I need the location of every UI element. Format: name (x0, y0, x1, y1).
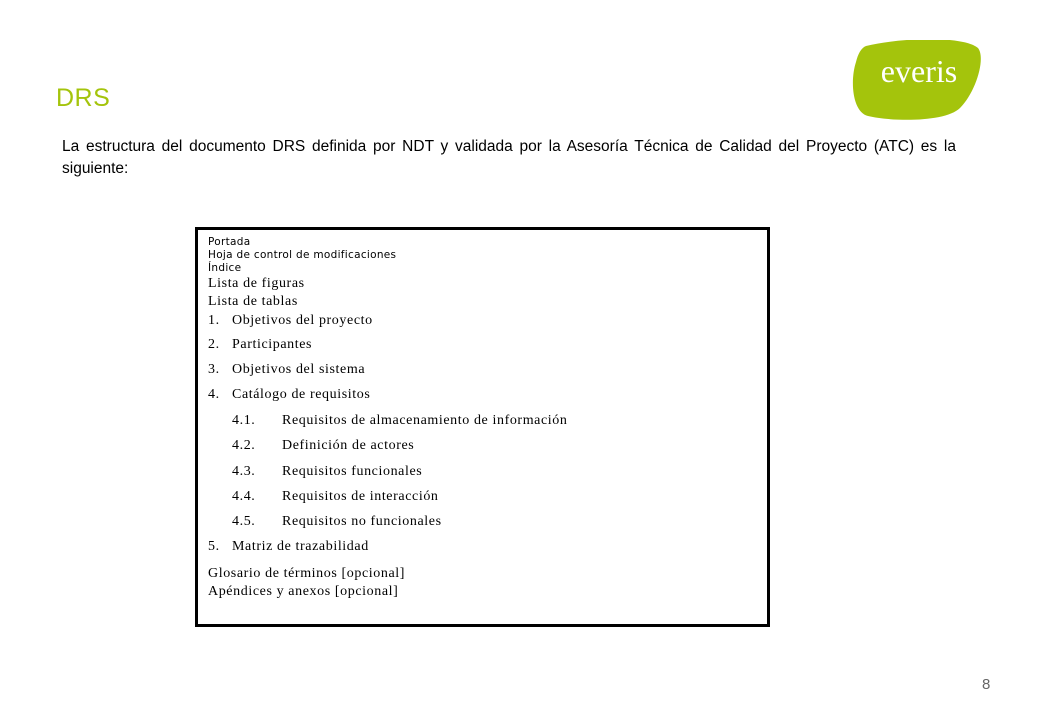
toc-section-label: Participantes (232, 337, 313, 352)
toc-subsection-number: 4.4. (232, 489, 256, 504)
toc-subsection-label: Definición de actores (282, 438, 415, 453)
toc-subsection-label: Requisitos de almacenamiento de información (282, 413, 568, 428)
toc-subsection-number: 4.1. (232, 413, 256, 428)
toc-section-2 (208, 337, 312, 353)
document-structure-box (195, 227, 770, 627)
toc-section-1 (208, 313, 373, 329)
page-number: 8 (982, 676, 991, 693)
toc-subsection-4-2 (232, 438, 414, 454)
toc-subsection-4-5 (232, 514, 442, 530)
toc-section-label: Objetivos del sistema (232, 362, 366, 377)
toc-section-3 (208, 362, 365, 378)
toc-change-control: Hoja de control de modificaciones (208, 249, 397, 261)
toc-cover: Portada (208, 236, 251, 248)
toc-section-number: 1. (208, 313, 220, 328)
toc-index: Índice (208, 262, 242, 274)
toc-appendices: Apéndices y anexos [opcional] (208, 584, 399, 599)
toc-section-label: Matriz de trazabilidad (232, 539, 369, 554)
toc-subsection-4-4 (232, 489, 439, 505)
toc-subsection-number: 4.2. (232, 438, 256, 453)
toc-section-number: 5. (208, 539, 220, 554)
toc-subsection-4-1 (232, 413, 568, 429)
toc-section-label: Objetivos del proyecto (232, 313, 373, 328)
toc-list-figures: Lista de figuras (208, 276, 305, 291)
toc-section-label: Catálogo de requisitos (232, 387, 371, 402)
toc-glossary: Glosario de términos [opcional] (208, 566, 406, 581)
toc-subsection-number: 4.3. (232, 464, 256, 479)
slide-title: DRS (56, 84, 111, 112)
toc-subsection-label: Requisitos funcionales (282, 464, 423, 479)
toc-subsection-number: 4.5. (232, 514, 256, 529)
everis-logo (852, 40, 982, 120)
toc-section-number: 4. (208, 387, 220, 402)
logo-text: everis (880, 53, 958, 89)
toc-section-number: 2. (208, 337, 220, 352)
toc-subsection-label: Requisitos de interacción (282, 489, 439, 504)
toc-subsection-label: Requisitos no funcionales (282, 514, 442, 529)
toc-list-tables: Lista de tablas (208, 294, 298, 309)
toc-section-number: 3. (208, 362, 220, 377)
intro-paragraph: La estructura del documento DRS definida por NDT y validada por la Asesoría Técnica de Calidad del Proyecto (ATC) es la siguiente: (62, 138, 956, 177)
toc-subsection-4-3 (232, 464, 422, 480)
toc-section-4 (208, 387, 370, 403)
toc-section-5 (208, 539, 369, 555)
